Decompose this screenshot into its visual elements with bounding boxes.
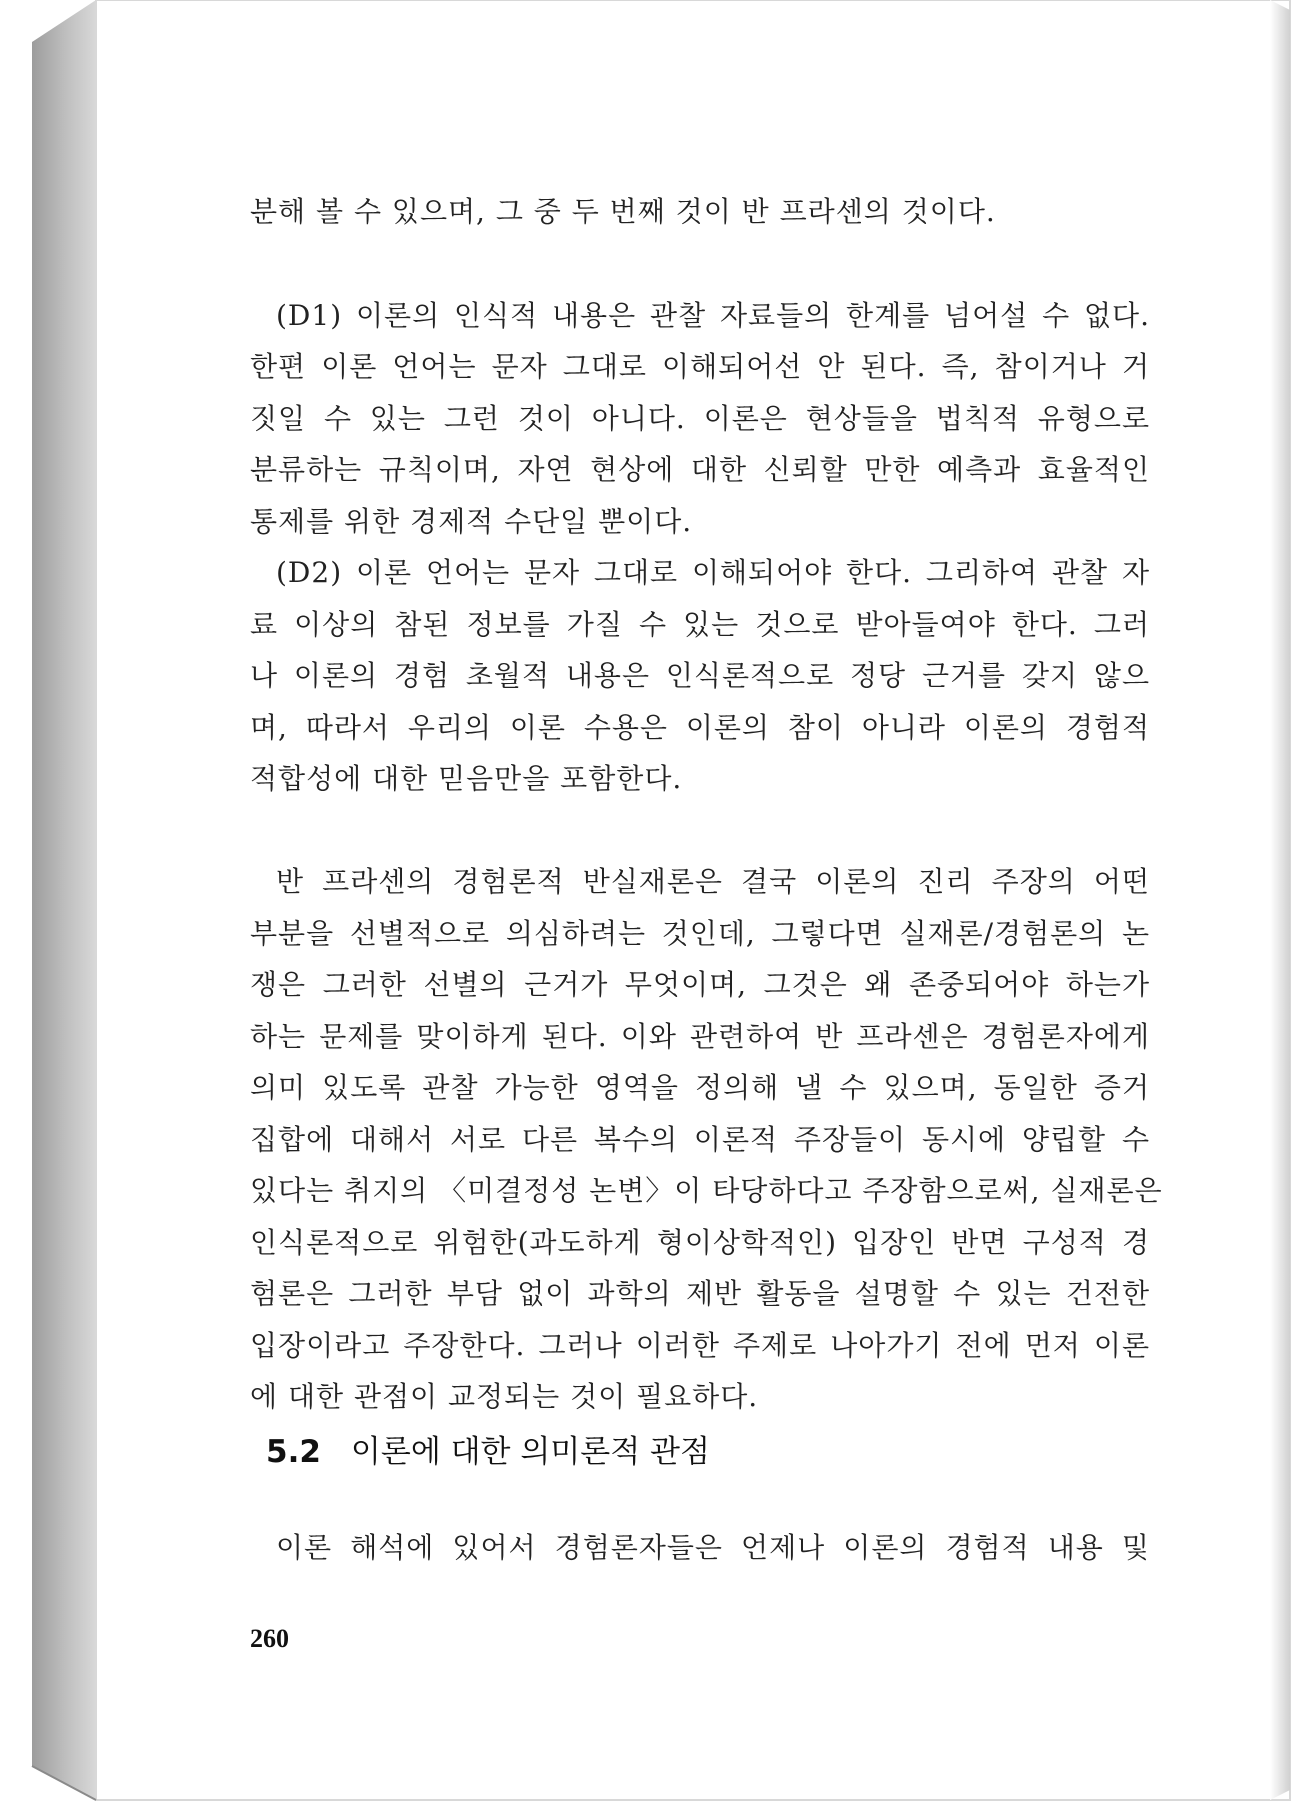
text-line: 분해 볼 수 있으며, 그 중 두 번째 것이 반 프라센의 것이다. — [250, 195, 996, 228]
text-line: 있다는 취지의 〈미결정성 논변〉이 타당하다고 주장함으로써, 실재론은 — [250, 1174, 1163, 1207]
text-line: 적합성에 대한 믿음만을 포함한다. — [250, 762, 683, 795]
text-line: 쟁은 그러한 선별의 근거가 무엇이며, 그것은 왜 존중되어야 하는가 — [250, 968, 1150, 1001]
text-line: 부분을 선별적으로 의심하려는 것인데, 그렇다면 실재론/경험론의 논 — [250, 917, 1150, 950]
section-title: 이론에 대한 의미론적 관점 — [350, 1434, 710, 1470]
text-line: 하는 문제를 맞이하게 된다. 이와 관련하여 반 프라센은 경험론자에게 — [250, 1020, 1150, 1053]
text-line: 짓일 수 있는 그런 것이 아니다. 이론은 현상들을 법칙적 유형으로 — [250, 402, 1150, 435]
text-line: 집합에 대해서 서로 다른 복수의 이론적 주장들이 동시에 양립할 수 — [250, 1123, 1150, 1156]
text-line: 인식론적으로 위험한(과도하게 형이상학적인) 입장인 반면 구성적 경 — [250, 1226, 1150, 1259]
text-line: 의미 있도록 관찰 가능한 영역을 정의해 낼 수 있으며, 동일한 증거 — [250, 1071, 1150, 1104]
text-line: 입장이라고 주장한다. 그러나 이러한 주제로 나아가기 전에 먼저 이론 — [250, 1329, 1150, 1362]
section-heading — [266, 1426, 710, 1471]
text-line: 며, 따라서 우리의 이론 수용은 이론의 참이 아니라 이론의 경험적 — [250, 711, 1150, 744]
text-line: 험론은 그러한 부담 없이 과학의 제반 활동을 설명할 수 있는 건전한 — [250, 1277, 1150, 1310]
section-number: 5.2 — [266, 1434, 321, 1470]
text-line: 이론 해석에 있어서 경험론자들은 언제나 이론의 경험적 내용 및 — [276, 1531, 1150, 1564]
text-line: 통제를 위한 경제적 수단일 뿐이다. — [250, 505, 693, 538]
page-number: 260 — [250, 1624, 289, 1653]
text-line: 분류하는 규칙이며, 자연 현상에 대한 신뢰할 만한 예측과 효율적인 — [250, 453, 1150, 486]
text-line: 나 이론의 경험 초월적 내용은 인식론적으로 정당 근거를 갖지 않으 — [250, 659, 1150, 692]
text-line: (D2) 이론 언어는 문자 그대로 이해되어야 한다. 그리하여 관찰 자 — [276, 556, 1150, 589]
text-line: 료 이상의 참된 정보를 가질 수 있는 것으로 받아들여야 한다. 그러 — [250, 608, 1150, 641]
text-line: (D1) 이론의 인식적 내용은 관찰 자료들의 한계를 넘어설 수 없다. — [276, 299, 1150, 332]
text-line: 에 대한 관점이 교정되는 것이 필요하다. — [250, 1380, 759, 1413]
text-line: 한편 이론 언어는 문자 그대로 이해되어선 안 된다. 즉, 참이거나 거 — [250, 350, 1150, 383]
text-line: 반 프라센의 경험론적 반실재론은 결국 이론의 진리 주장의 어떤 — [276, 865, 1150, 898]
